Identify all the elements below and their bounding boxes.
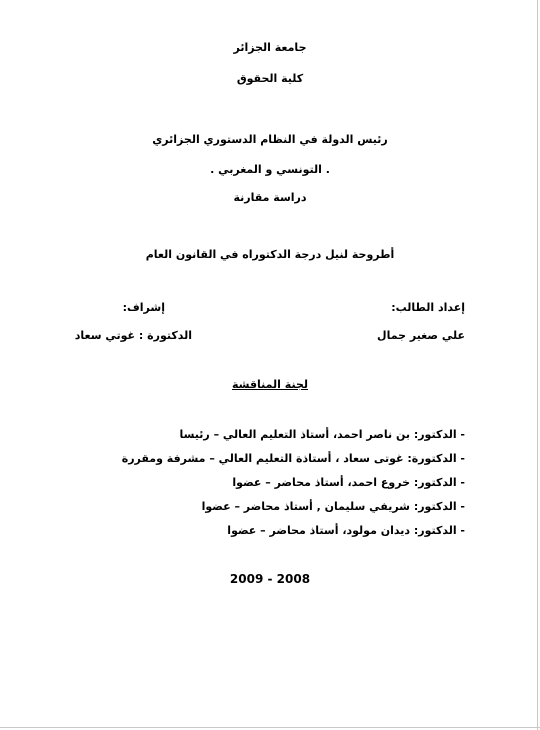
committee-member: - الدكتور: خروع احمد، أستاذ محاضر – عضوا <box>232 476 465 489</box>
student-name: علي صغير جمال <box>377 329 465 342</box>
committee-member: - الدكتورة: غوتى سعاد ، أستاذة التعليم العالي – مشرفة ومقررة <box>121 452 465 465</box>
page-edge-bottom <box>0 727 540 728</box>
committee-member: - الدكتور: شريفي سليمان , أستاذ محاضر – عضوا <box>201 500 465 513</box>
thesis-title-line1: رئيس الدولة في النظام الدستوري الجزائري <box>152 133 388 146</box>
supervisor-name: الدكتورة : غوتي سعاد <box>74 329 192 342</box>
thesis-title-line2: . التونسي و المغربي . <box>210 163 330 176</box>
university-name: جامعة الجزائر <box>233 41 307 54</box>
committee-member: - الدكتور: ديدان مولود، أستاذ محاضر – عضوا <box>227 524 465 537</box>
committee-heading: لجنة المناقشة <box>231 378 308 391</box>
degree-statement: أطروحة لنيل درجة الدكتوراه في القانون العام <box>145 248 395 261</box>
committee-member: - الدكتور: بن ناصر احمد، أستاذ التعليم العالي – رئيسا <box>179 428 465 441</box>
page-edge-right <box>537 0 538 730</box>
thesis-title-line3: دراسة مقارنة <box>233 191 307 204</box>
faculty-name: كلية الحقوق <box>236 72 304 85</box>
academic-year: 2009 - 2008 <box>229 572 311 586</box>
student-label: إعداد الطالب: <box>391 301 465 314</box>
supervision-label: إشراف: <box>122 301 165 314</box>
